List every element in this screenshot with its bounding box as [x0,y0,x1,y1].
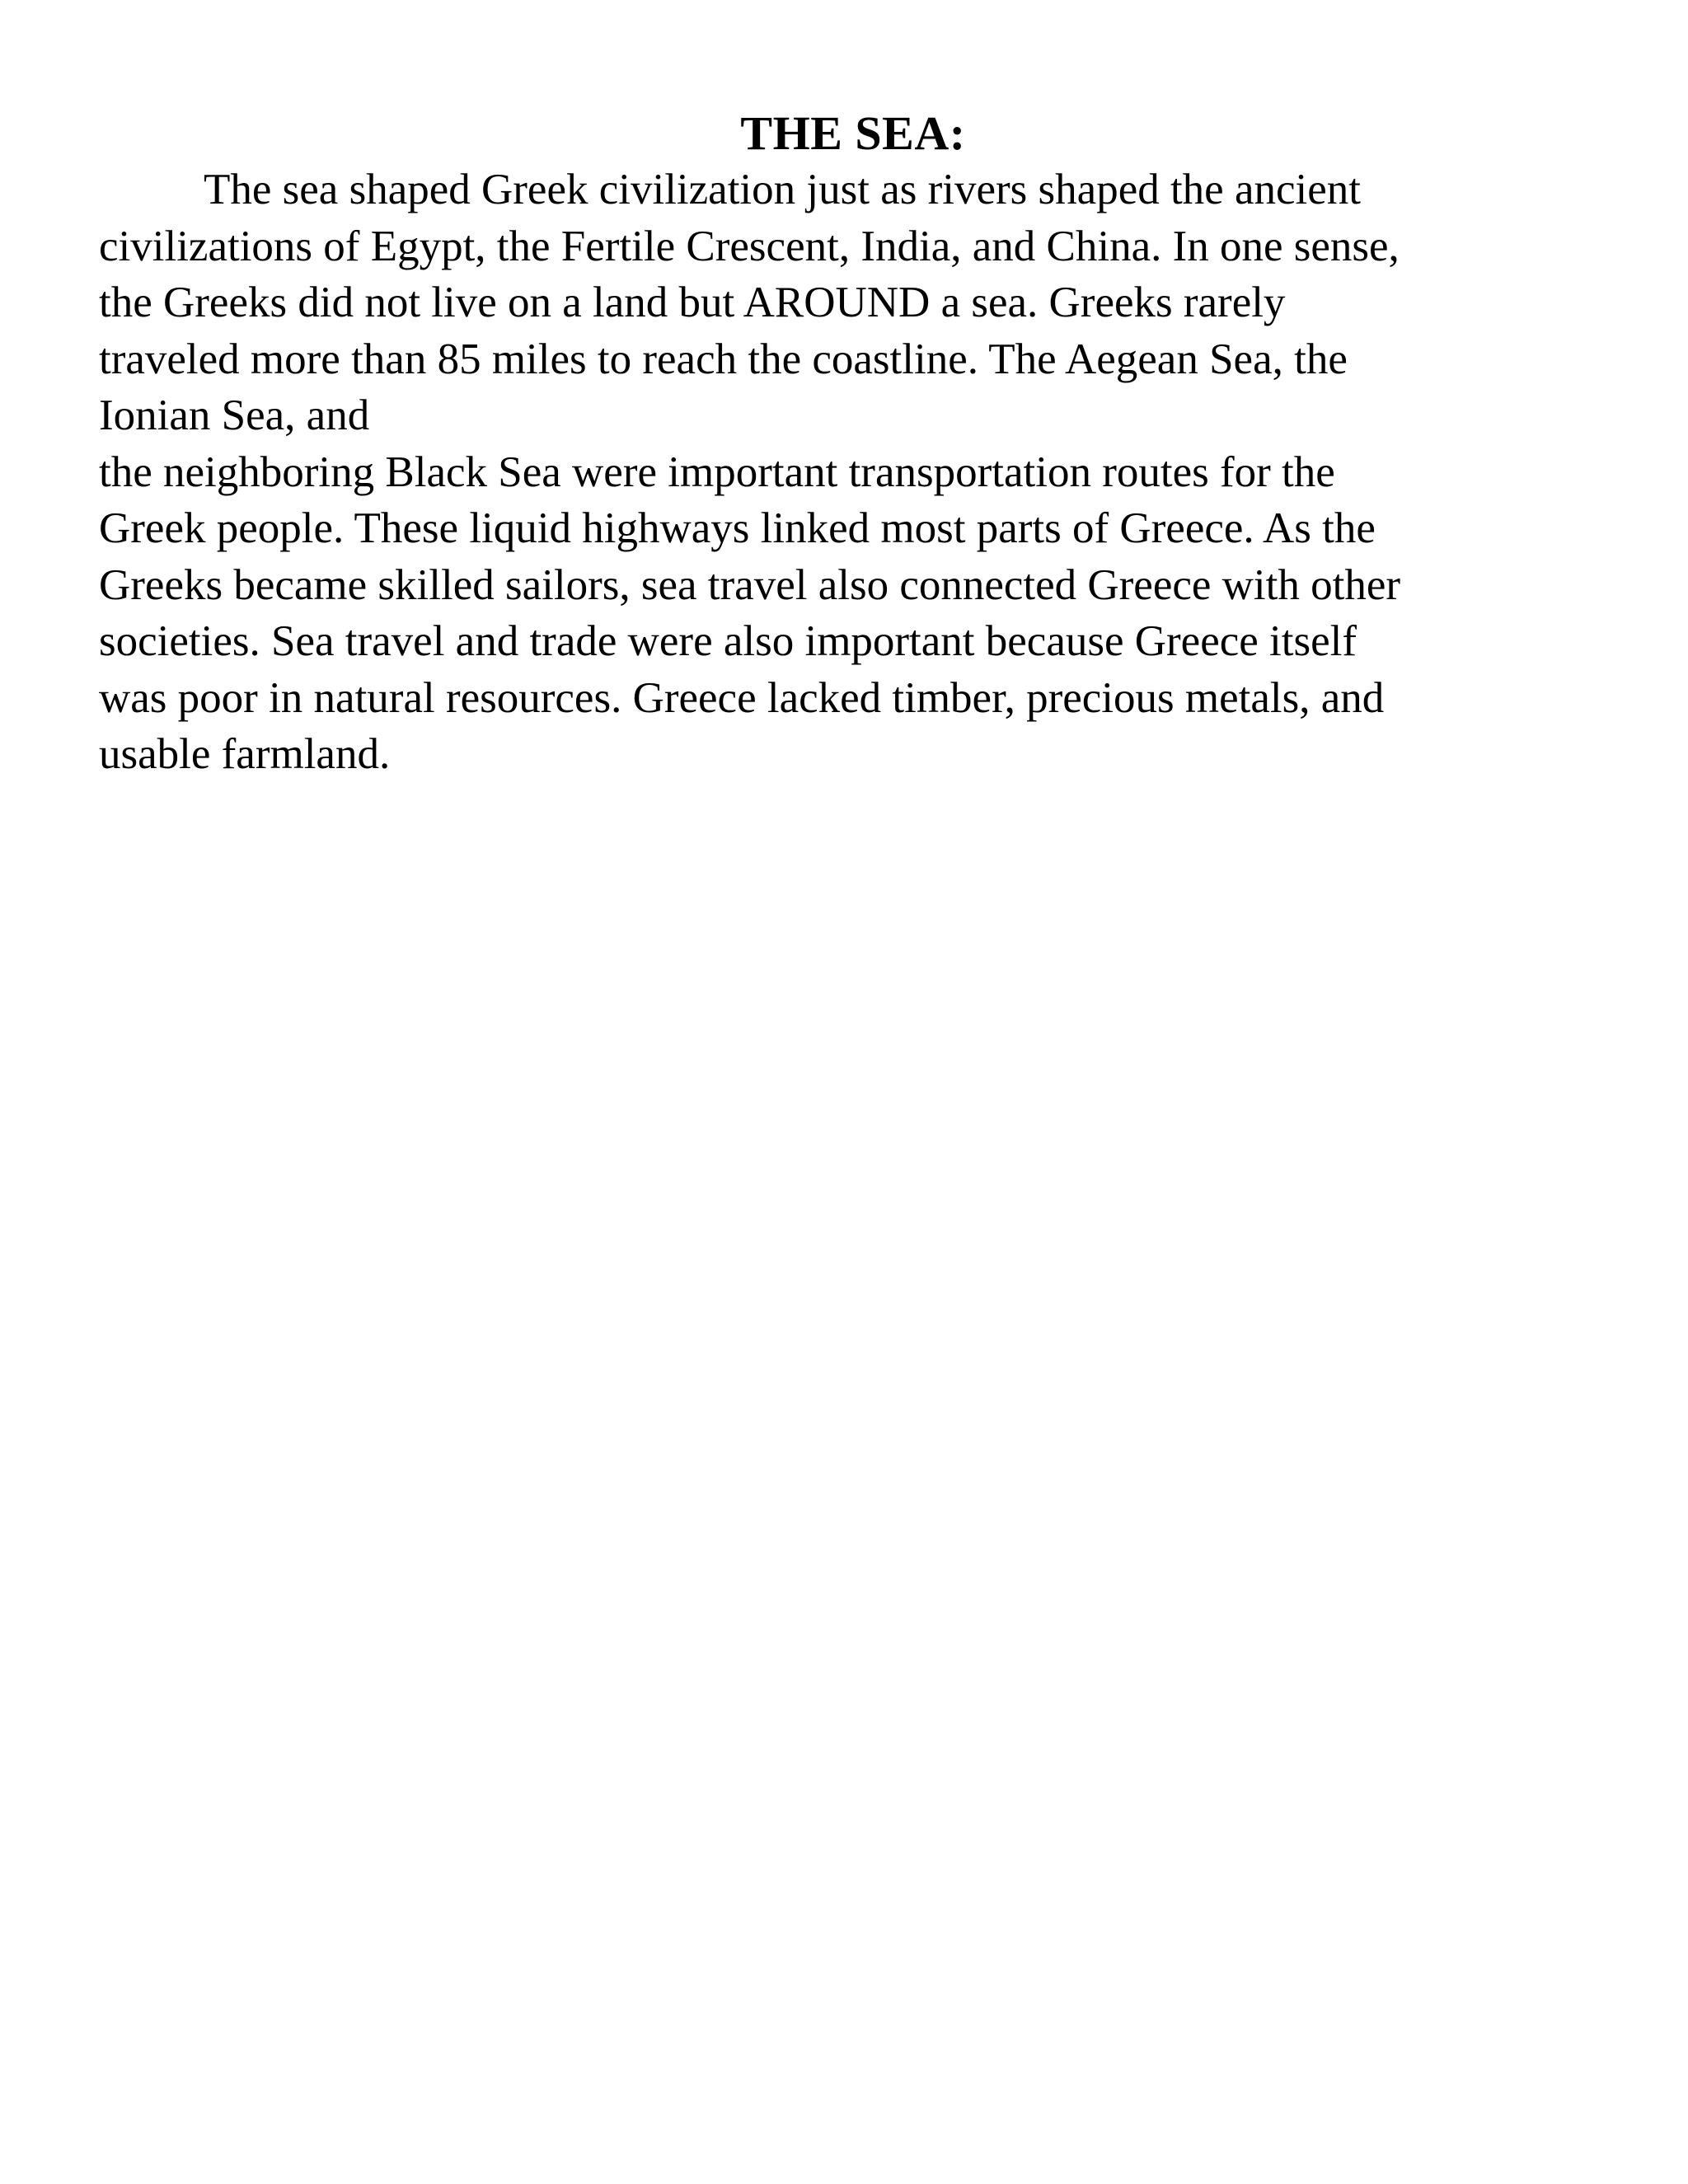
page-title: THE SEA: [740,106,966,160]
document-body [99,105,1607,783]
paragraph-1: The sea shaped Greek civilization just as rivers shaped the ancient civilizations of Egypt, the Fertile Crescent, India, and China. In one sense, the Greeks did not live on a land but AROUND a sea. Greeks rarely traveled more than 85 miles to reach the coastline. The Aegean Sea, the Ionian Sea, and [99,166,1400,439]
paragraph-2: the neighboring Black Sea were important transportation routes for the Greek people. These liquid highways linked most parts of Greece. As the Greeks became skilled sailors, sea travel also connected Greece with other societies. Sea travel and trade were also important because Greece itself was poor in natural resources. Greece lacked timber, precious metals, and usable farmland. [99,448,1401,778]
